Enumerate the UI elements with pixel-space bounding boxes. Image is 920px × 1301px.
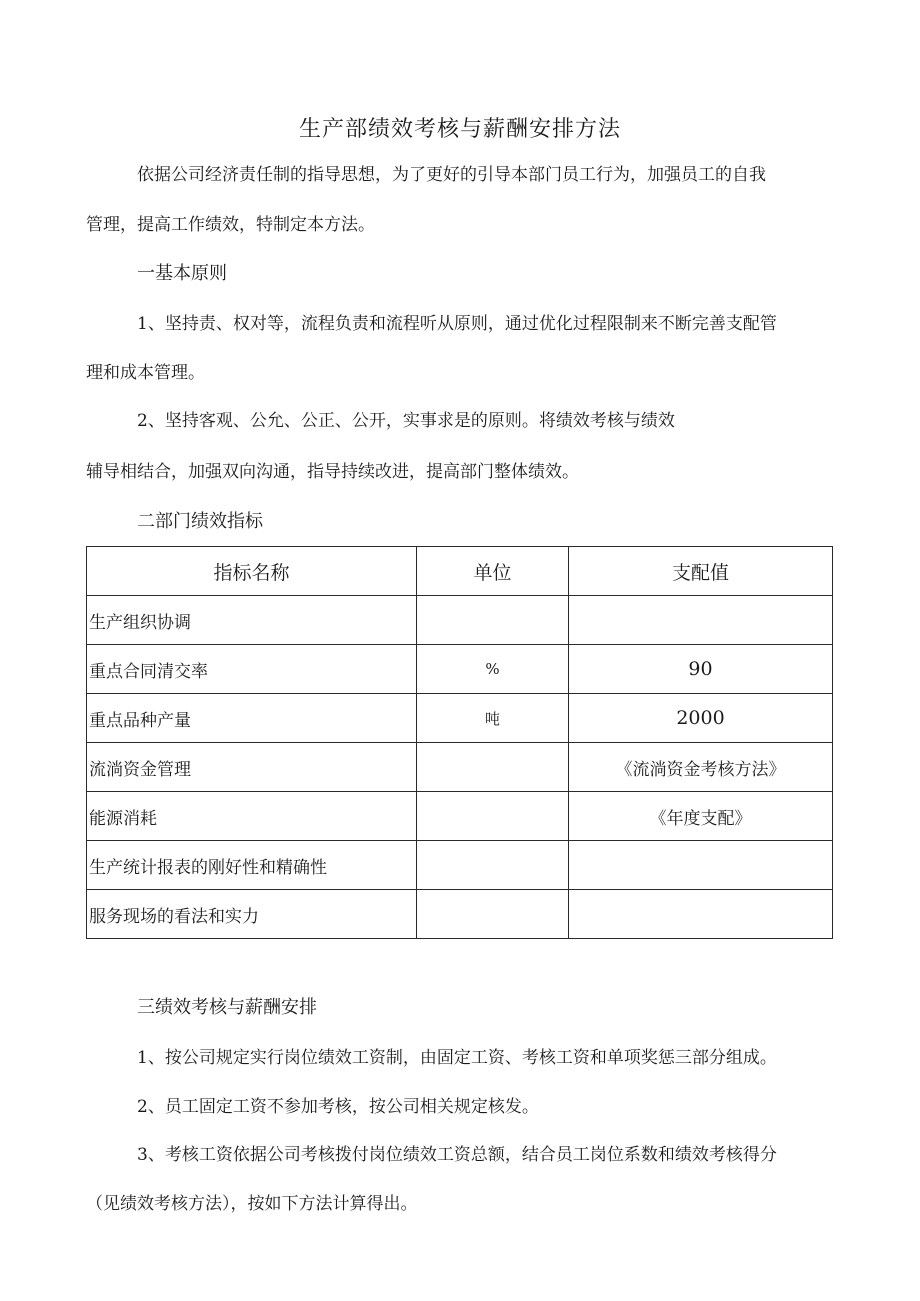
cell-target-value	[569, 890, 833, 939]
table-row	[87, 792, 833, 841]
table-row	[87, 645, 833, 694]
principle-1-line-1: 1、坚持责、权对等，流程负责和流程听从原则，通过优化过程限制来不断完善支配管	[137, 314, 777, 334]
cell-indicator-name: 重点合同清交率	[87, 645, 417, 694]
cell-unit	[417, 743, 569, 792]
intro-line-2: 管理，提高工作绩效，特制定本方法。	[86, 215, 375, 235]
cell-unit	[417, 890, 569, 939]
intro-line-1: 依据公司经济责任制的指导思想，为了更好的引导本部门员工行为，加强员工的自我	[137, 165, 766, 185]
table-row	[87, 841, 833, 890]
section-2-heading: 二部门绩效指标	[137, 511, 263, 532]
cell-unit	[417, 841, 569, 890]
pay-rule-2: 2、员工固定工资不参加考核，按公司相关规定核发。	[137, 1097, 539, 1117]
cell-indicator-name: 生产统计报表的刚好性和精确性	[87, 841, 417, 890]
cell-indicator-name: 服务现场的看法和实力	[87, 890, 417, 939]
principle-1-line-2: 理和成本管理。	[86, 363, 205, 383]
pay-rule-3-line-2: （见绩效考核方法），按如下方法计算得出。	[86, 1194, 418, 1214]
section-1-heading: 一基本原则	[137, 263, 227, 284]
section-3-heading: 三绩效考核与薪酬安排	[137, 997, 317, 1018]
cell-target-value	[569, 841, 833, 890]
table-row	[87, 890, 833, 939]
cell-indicator-name: 生产组织协调	[87, 596, 417, 645]
cell-target-value: 90	[569, 645, 833, 694]
principle-2-line-1: 2、坚持客观、公允、公正、公开，实事求是的原则。将绩效考核与绩效	[137, 411, 675, 431]
header-unit: 单位	[417, 547, 569, 596]
table-row	[87, 743, 833, 792]
pay-rule-1: 1、按公司规定实行岗位绩效工资制，由固定工资、考核工资和单项奖惩三部分组成。	[137, 1048, 777, 1068]
pay-rule-3-line-1: 3、考核工资依据公司考核拨付岗位绩效工资总额，结合员工岗位系数和绩效考核得分	[137, 1145, 777, 1165]
header-indicator-name: 指标名称	[87, 547, 417, 596]
cell-unit	[417, 596, 569, 645]
cell-unit	[417, 792, 569, 841]
cell-indicator-name: 流淌资金管理	[87, 743, 417, 792]
table-row	[87, 694, 833, 743]
indicators-table	[86, 546, 833, 939]
cell-target-value: 《流淌资金考核方法》	[569, 743, 833, 792]
cell-indicator-name: 能源消耗	[87, 792, 417, 841]
principle-2-line-2: 辅导相结合，加强双向沟通，指导持续改进，提高部门整体绩效。	[86, 462, 579, 482]
cell-target-value	[569, 596, 833, 645]
table-row	[87, 596, 833, 645]
cell-target-value: 《年度支配》	[569, 792, 833, 841]
cell-indicator-name: 重点品种产量	[87, 694, 417, 743]
header-target-value: 支配值	[569, 547, 833, 596]
document-title: 生产部绩效考核与薪酬安排方法	[298, 117, 621, 142]
cell-target-value: 2000	[569, 694, 833, 743]
cell-unit: 吨	[417, 694, 569, 743]
cell-unit: %	[417, 645, 569, 694]
table-header-row	[87, 547, 833, 596]
